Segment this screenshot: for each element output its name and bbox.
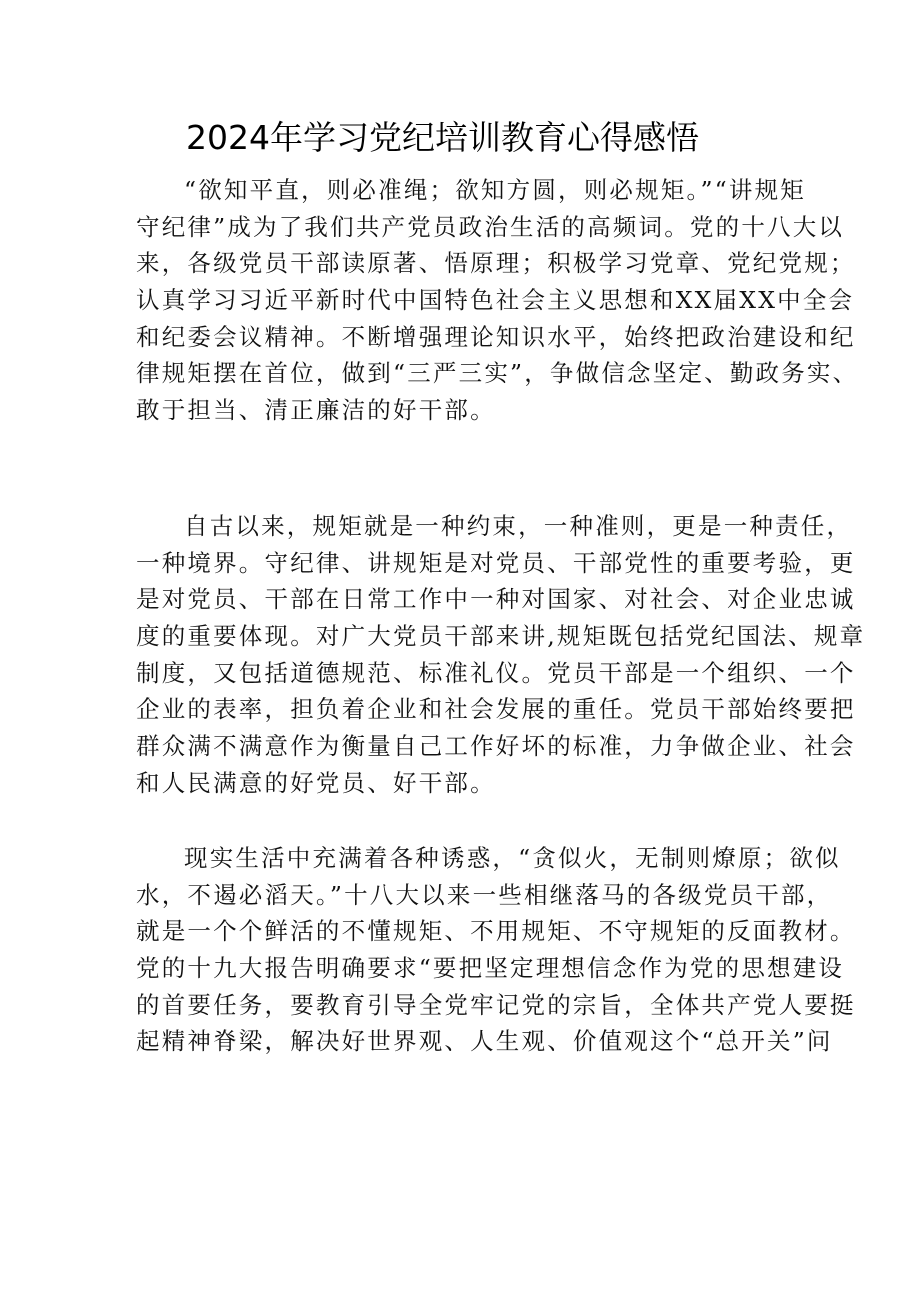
paragraph-line: 认真学习习近平新时代中国特色社会主义思想和XX届XX中全会	[136, 286, 855, 315]
paragraph-line: 度的重要体现。对广大党员干部来讲,规矩既包括党纪国法、规章	[136, 622, 866, 651]
paragraph-1	[136, 172, 859, 429]
paragraph-line: 党的十九大报告明确要求“要把坚定理想信念作为党的思想建设	[136, 954, 845, 983]
paragraph-line: 水，不遏必滔天。”十八大以来一些相继落马的各级党员干部，	[136, 880, 833, 909]
paragraph-line: 企业的表率，担负着企业和社会发展的重任。党员干部始终要把	[136, 695, 856, 724]
paragraph-line: 制度，又包括道德规范、标准礼仪。党员干部是一个组织、一个	[136, 658, 856, 687]
document-title: 2024年学习党纪培训教育心得感悟	[186, 118, 699, 157]
paragraph-line: 现实生活中充满着各种诱惑，“贪似火，无制则燎原；欲似	[184, 844, 841, 872]
paragraph-line: 自古以来，规矩就是一种约束，一种准则，更是一种责任，	[184, 512, 853, 540]
paragraph-line: 守纪律”成为了我们共产党员政治生活的高频词。党的十八大以	[136, 212, 845, 241]
paragraph-line: 来，各级党员干部读原著、悟原理；积极学习党章、党纪党规；	[136, 249, 856, 278]
paragraph-3	[136, 840, 856, 1060]
paragraph-line: 的首要任务，要教育引导全党牢记党的宗旨，全体共产党人要挺	[136, 990, 856, 1019]
paragraph-line: 是对党员、干部在日常工作中一种对国家、对社会、对企业忠诚	[136, 585, 856, 614]
paragraph-line: 群众满不满意作为衡量自己工作好坏的标准，力争做企业、社会	[136, 732, 856, 761]
paragraph-line: 就是一个个鲜活的不懂规矩、不用规矩、不守规矩的反面教材。	[136, 917, 856, 946]
paragraph-line: 敢于担当、清正廉洁的好干部。	[136, 396, 496, 425]
paragraph-line: 起精神脊梁，解决好世界观、人生观、价值观这个“总开关”问	[136, 1027, 833, 1056]
paragraph-line: 律规矩摆在首位，做到“三严三实”，争做信念坚定、勤政务实、	[136, 359, 859, 388]
paragraph-line: 一种境界。守纪律、讲规矩是对党员、干部党性的重要考验，更	[136, 548, 856, 577]
paragraph-2	[136, 508, 866, 802]
paragraph-line: 和人民满意的好党员、好干部。	[136, 768, 496, 797]
paragraph-line: “欲知平直，则必准绳；欲知方圆，则必规矩。”“讲规矩	[184, 176, 806, 204]
paragraph-line: 和纪委会议精神。不断增强理论知识水平，始终把政治建设和纪	[136, 322, 856, 351]
